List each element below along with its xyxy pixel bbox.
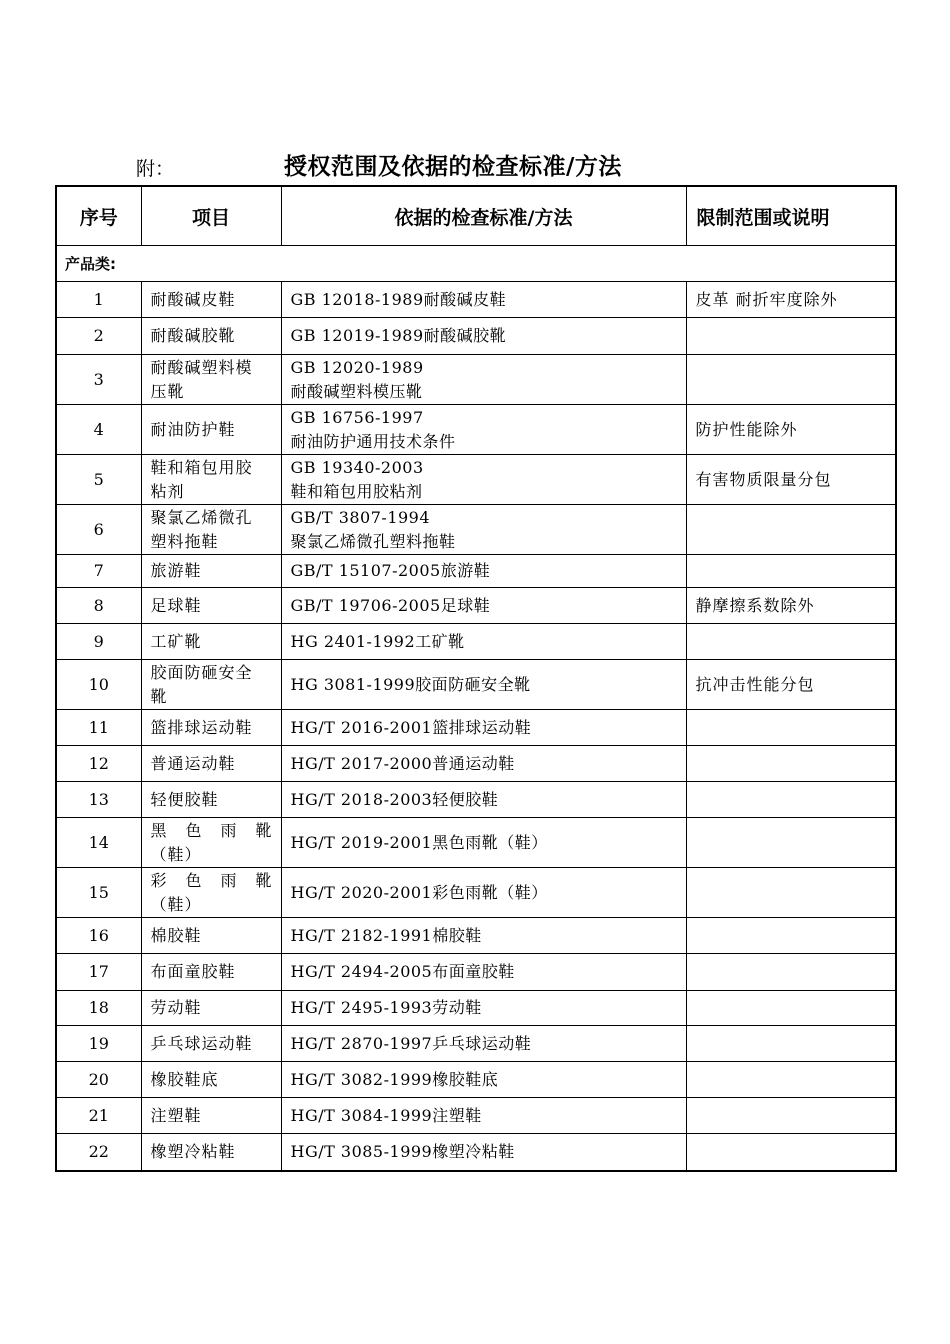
row-item-line: 耐酸碱塑料模	[150, 357, 253, 377]
row-standard	[281, 991, 686, 1026]
row-item	[141, 710, 281, 746]
table-row	[56, 710, 896, 746]
row-standard	[281, 624, 686, 660]
row-standard-line: HG/T 3082-1999橡胶鞋底	[290, 1069, 499, 1089]
row-item-line: 靴	[150, 686, 168, 706]
row-standard-line: HG/T 2495-1993劳动鞋	[290, 998, 482, 1017]
row-standard-line: GB/T 15107-2005旅游鞋	[290, 561, 491, 580]
row-number: 17	[56, 954, 141, 991]
row-standard	[281, 954, 686, 991]
row-item	[141, 660, 281, 710]
row-standard-line: GB/T 3807-1994	[290, 507, 431, 527]
row-item-line: 鞋和箱包用胶	[150, 457, 253, 477]
row-number: 5	[56, 455, 141, 505]
row-item	[141, 746, 281, 782]
row-standard-line: HG/T 2016-2001篮排球运动鞋	[290, 717, 532, 737]
row-standard-line: HG/T 2017-2000普通运动鞋	[290, 753, 515, 773]
row-item	[141, 355, 281, 405]
row-item-line: 乒乓球运动鞋	[150, 1033, 253, 1053]
row-note	[686, 918, 896, 954]
row-standard-line: HG/T 2870-1997乒乓球运动鞋	[290, 1033, 532, 1053]
table-header-row	[56, 186, 896, 246]
row-item-line: 工矿靴	[150, 631, 202, 651]
row-item-line: （鞋）	[150, 844, 202, 864]
row-standard-line: HG/T 3084-1999注塑鞋	[290, 1105, 482, 1125]
page-title: 授权范围及依据的检查标准/方法	[284, 154, 622, 180]
row-item	[141, 455, 281, 505]
row-number: 9	[56, 624, 141, 660]
table-row	[56, 355, 896, 405]
row-standard-line: 聚氯乙烯微孔塑料拖鞋	[290, 531, 456, 551]
category-row	[56, 246, 896, 282]
row-item-line: 注塑鞋	[150, 1105, 202, 1125]
table-row	[56, 455, 896, 505]
table-row	[56, 782, 896, 818]
row-item-line: （鞋）	[150, 894, 202, 914]
row-note	[686, 555, 896, 588]
row-number: 1	[56, 282, 141, 318]
row-item	[141, 918, 281, 954]
row-item	[141, 991, 281, 1026]
row-item-line: 胶面防砸安全	[150, 662, 253, 682]
row-number: 8	[56, 588, 141, 624]
row-standard-line: HG 2401-1992工矿靴	[290, 631, 465, 651]
row-standard	[281, 710, 686, 746]
header-item: 项目	[141, 186, 281, 246]
row-item	[141, 818, 281, 868]
row-standard	[281, 918, 686, 954]
table-row	[56, 918, 896, 954]
row-number: 12	[56, 746, 141, 782]
table-row	[56, 588, 896, 624]
row-note	[686, 355, 896, 405]
row-number: 16	[56, 918, 141, 954]
table-row	[56, 991, 896, 1026]
row-number: 21	[56, 1098, 141, 1134]
row-standard-line: HG 3081-1999胶面防砸安全靴	[290, 674, 531, 694]
row-note	[686, 1026, 896, 1062]
row-item	[141, 1026, 281, 1062]
row-number: 22	[56, 1134, 141, 1171]
row-standard	[281, 868, 686, 918]
row-note	[686, 624, 896, 660]
row-number: 4	[56, 405, 141, 455]
table-row	[56, 624, 896, 660]
table-row	[56, 405, 896, 455]
row-standard-line: GB 12019-1989耐酸碱胶靴	[290, 326, 507, 345]
row-note	[686, 991, 896, 1026]
row-note: 抗冲击性能分包	[686, 660, 896, 710]
row-standard	[281, 355, 686, 405]
page-heading	[0, 148, 950, 182]
row-item-line: 耐油防护鞋	[150, 419, 236, 439]
row-number: 13	[56, 782, 141, 818]
row-item-line: 橡塑冷粘鞋	[150, 1141, 236, 1161]
row-standard-line: GB 19340-2003	[290, 457, 424, 477]
row-number: 7	[56, 555, 141, 588]
table-row	[56, 555, 896, 588]
row-standard-line: HG/T 2182-1991棉胶鞋	[290, 925, 482, 945]
attachment-prefix: 附：	[136, 158, 175, 180]
row-standard-line: 鞋和箱包用胶粘剂	[290, 481, 423, 501]
row-standard-line: 耐酸碱塑料模压靴	[290, 381, 423, 401]
row-standard-line: HG/T 3085-1999橡塑冷粘鞋	[290, 1141, 515, 1161]
row-item-line: 篮排球运动鞋	[150, 717, 253, 737]
row-standard	[281, 746, 686, 782]
row-note	[686, 1098, 896, 1134]
row-item-line: 旅游鞋	[150, 561, 202, 580]
row-standard-line: GB 12018-1989耐酸碱皮鞋	[290, 289, 507, 309]
row-note: 防护性能除外	[686, 405, 896, 455]
row-item	[141, 782, 281, 818]
row-item-line: 棉胶鞋	[150, 925, 202, 945]
row-note	[686, 782, 896, 818]
row-item-line: 耐酸碱胶靴	[150, 326, 236, 345]
table-row	[56, 660, 896, 710]
row-number: 18	[56, 991, 141, 1026]
row-item-line: 劳动鞋	[150, 998, 202, 1017]
row-note	[686, 868, 896, 918]
row-standard	[281, 1134, 686, 1171]
row-item	[141, 505, 281, 555]
category-label: 产品类:	[56, 246, 896, 282]
row-item	[141, 868, 281, 918]
row-standard	[281, 555, 686, 588]
row-item	[141, 588, 281, 624]
row-standard	[281, 1026, 686, 1062]
table-row	[56, 1134, 896, 1171]
table-row	[56, 1026, 896, 1062]
row-standard	[281, 1062, 686, 1098]
row-standard-line: HG/T 2494-2005布面童胶鞋	[290, 962, 515, 981]
row-standard-line: HG/T 2019-2001黑色雨靴（鞋）	[290, 832, 548, 852]
row-note	[686, 1134, 896, 1171]
row-item-line: 普通运动鞋	[150, 753, 236, 773]
row-standard	[281, 660, 686, 710]
row-number: 20	[56, 1062, 141, 1098]
header-standard: 依据的检查标准/方法	[281, 186, 686, 246]
standards-table	[55, 185, 897, 1172]
header-note: 限制范围或说明	[686, 186, 896, 246]
row-note: 静摩擦系数除外	[686, 588, 896, 624]
row-standard-line: GB 12020-1989	[290, 357, 424, 377]
row-note	[686, 318, 896, 355]
row-standard	[281, 318, 686, 355]
row-item-line: 布面童胶鞋	[150, 962, 236, 981]
row-note	[686, 954, 896, 991]
table-row	[56, 1062, 896, 1098]
row-number: 19	[56, 1026, 141, 1062]
row-standard	[281, 282, 686, 318]
row-number: 10	[56, 660, 141, 710]
table-row	[56, 505, 896, 555]
row-item-line: 聚氯乙烯微孔	[150, 507, 253, 527]
row-number: 15	[56, 868, 141, 918]
row-standard	[281, 455, 686, 505]
row-standard-line: HG/T 2018-2003轻便胶鞋	[290, 789, 499, 809]
row-item	[141, 624, 281, 660]
row-number: 11	[56, 710, 141, 746]
row-note	[686, 1062, 896, 1098]
row-item	[141, 318, 281, 355]
row-standard-line: 耐油防护通用技术条件	[290, 431, 456, 451]
row-standard	[281, 588, 686, 624]
row-item-line: 彩色雨靴	[150, 870, 273, 890]
row-standard	[281, 505, 686, 555]
row-item	[141, 1134, 281, 1171]
row-standard	[281, 405, 686, 455]
row-note	[686, 818, 896, 868]
row-note: 有害物质限量分包	[686, 455, 896, 505]
row-standard-line: HG/T 2020-2001彩色雨靴（鞋）	[290, 882, 548, 902]
row-item	[141, 282, 281, 318]
row-item-line: 轻便胶鞋	[150, 789, 219, 809]
row-number: 14	[56, 818, 141, 868]
row-note: 皮革 耐折牢度除外	[686, 282, 896, 318]
table-row	[56, 282, 896, 318]
row-number: 6	[56, 505, 141, 555]
table-row	[56, 318, 896, 355]
row-item	[141, 954, 281, 991]
row-note	[686, 505, 896, 555]
table-row	[56, 746, 896, 782]
row-item	[141, 405, 281, 455]
row-item-line: 耐酸碱皮鞋	[150, 289, 236, 309]
row-standard	[281, 818, 686, 868]
table-row	[56, 868, 896, 918]
table-row	[56, 818, 896, 868]
row-item	[141, 1098, 281, 1134]
row-item	[141, 1062, 281, 1098]
row-item-line: 足球鞋	[150, 595, 202, 615]
row-item-line: 黑色雨靴	[150, 820, 273, 840]
row-note	[686, 746, 896, 782]
row-standard-line: GB/T 19706-2005足球鞋	[290, 595, 491, 615]
table-row	[56, 954, 896, 991]
row-item	[141, 555, 281, 588]
row-number: 2	[56, 318, 141, 355]
row-number: 3	[56, 355, 141, 405]
table-row	[56, 1098, 896, 1134]
row-item-line: 粘剂	[150, 481, 185, 501]
row-standard-line: GB 16756-1997	[290, 407, 424, 427]
row-standard	[281, 782, 686, 818]
row-note	[686, 710, 896, 746]
row-item-line: 塑料拖鞋	[150, 531, 219, 551]
header-no: 序号	[56, 186, 141, 246]
row-item-line: 橡胶鞋底	[150, 1069, 219, 1089]
row-item-line: 压靴	[150, 381, 185, 401]
row-standard	[281, 1098, 686, 1134]
